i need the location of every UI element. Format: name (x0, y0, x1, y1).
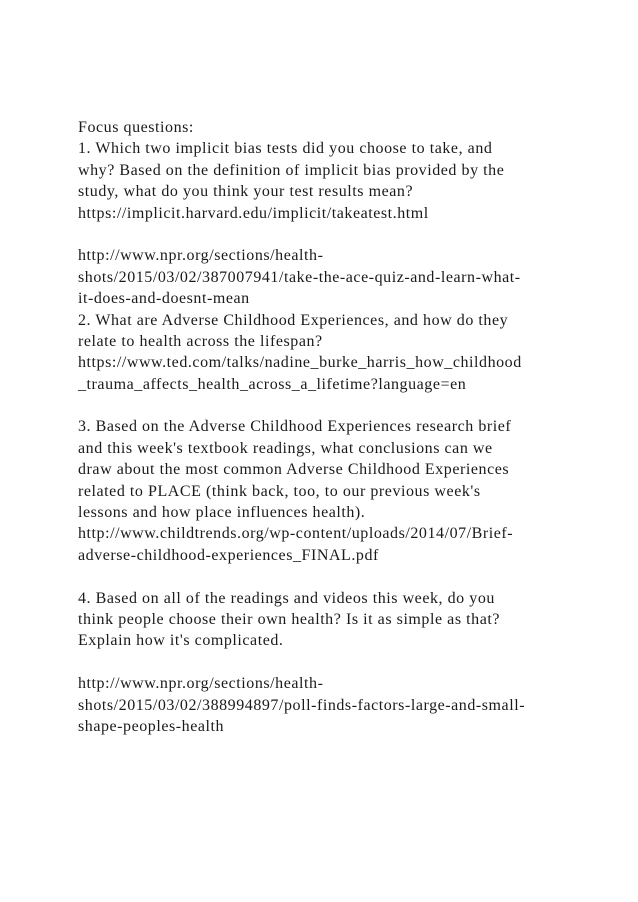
question-2-line-1: 2. What are Adverse Childhood Experiences, and how do they (78, 311, 509, 329)
question-2-link-line-1: https://www.ted.com/talks/nadine_burke_harris_how_childhood (78, 354, 522, 372)
focus-questions-heading: Focus questions: (78, 119, 194, 136)
document-body (78, 117, 578, 737)
npr-ace-link-line-3: it-does-and-doesnt-mean (78, 290, 250, 308)
question-4-line-3: Explain how it's complicated. (78, 632, 284, 650)
question-4-line-1: 4. Based on all of the readings and videos this week, do you (78, 589, 495, 607)
question-2-link-line-2: _trauma_affects_health_across_a_lifetime?language=en (78, 375, 467, 393)
question-4-line-2: think people choose their own health? Is it as simple as that? (78, 610, 500, 628)
question-1-line-1: 1. Which two implicit bias tests did you choose to take, and (78, 140, 493, 158)
paragraph-spacer (78, 652, 578, 673)
question-3-line-2: and this week's textbook readings, what conclusions can we (78, 439, 493, 457)
question-1-line-3: study, what do you think your test results mean? (78, 183, 414, 201)
npr-poll-link-line-3: shape-peoples-health (78, 717, 225, 735)
question-1-link: https://implicit.harvard.edu/implicit/takeatest.html (78, 204, 429, 222)
question-1-line-2: why? Based on the definition of implicit bias provided by the (78, 161, 505, 179)
question-3-line-3: draw about the most common Adverse Childhood Experiences (78, 461, 510, 479)
question-3-line-5: lessons and how place influences health). (78, 504, 366, 522)
question-3-line-1: 3. Based on the Adverse Childhood Experiences research brief (78, 418, 512, 436)
question-2-line-2: relate to health across the lifespan? (78, 332, 323, 350)
question-3-line-4: related to PLACE (think back, too, to our previous week's (78, 482, 481, 500)
npr-ace-link-line-1: http://www.npr.org/sections/health- (78, 247, 324, 265)
paragraph-spacer (78, 395, 578, 416)
paragraph-spacer (78, 224, 578, 245)
npr-poll-link-line-1: http://www.npr.org/sections/health- (78, 675, 324, 693)
question-3-link-line-2: adverse-childhood-experiences_FINAL.pdf (78, 546, 379, 564)
paragraph-spacer (78, 566, 578, 587)
npr-ace-link-line-2: shots/2015/03/02/387007941/take-the-ace-quiz-and-learn-what- (78, 268, 521, 286)
npr-poll-link-line-2: shots/2015/03/02/388994897/poll-finds-factors-large-and-small- (78, 696, 526, 714)
question-3-link-line-1: http://www.childtrends.org/wp-content/uploads/2014/07/Brief- (78, 525, 514, 543)
